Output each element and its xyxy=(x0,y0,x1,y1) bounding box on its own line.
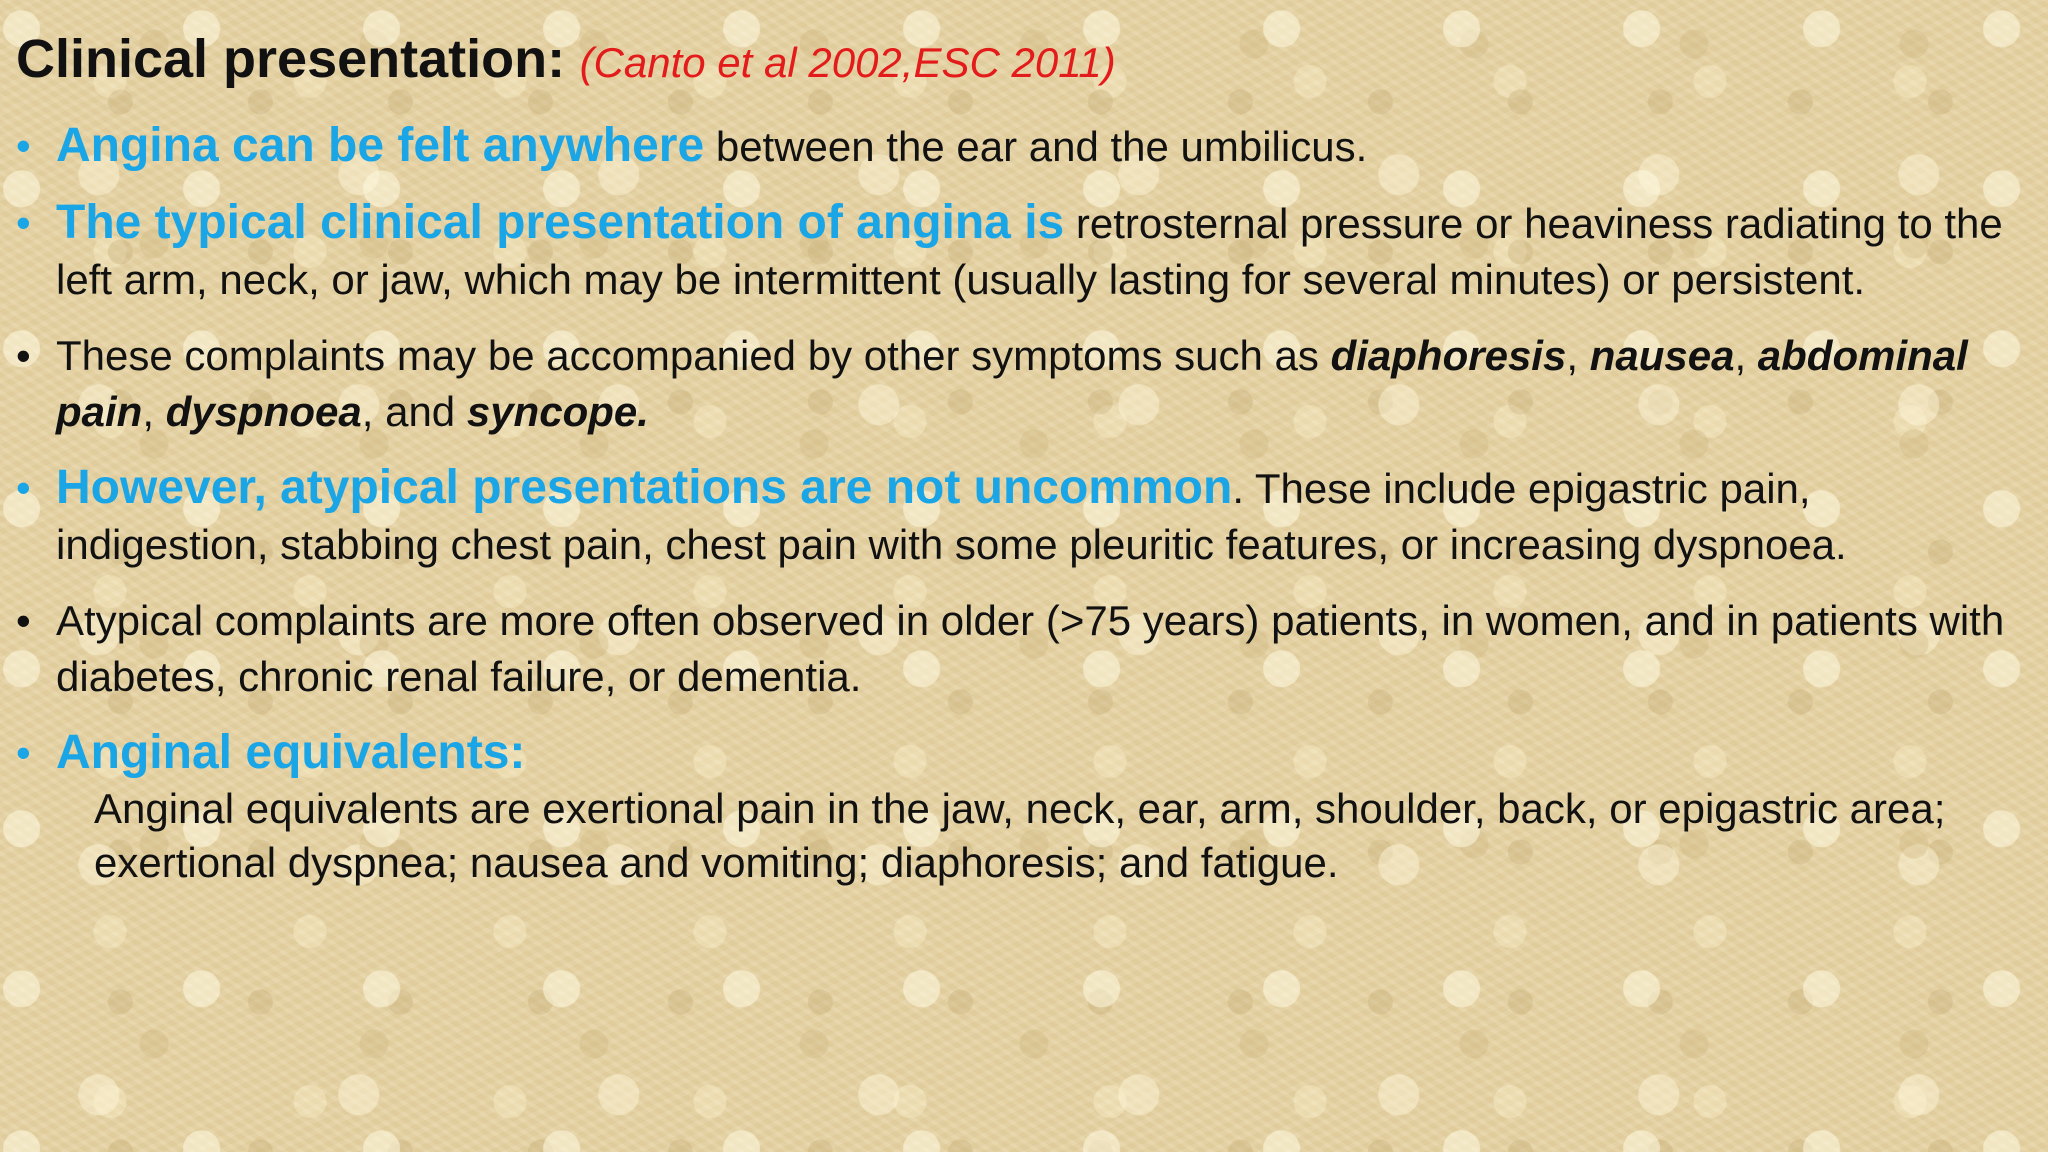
bullet-lead: Angina can be felt anywhere xyxy=(56,119,705,172)
bullet-accompanying-symptoms xyxy=(16,328,2026,440)
bullet-text: between the ear and the umbilicus. xyxy=(704,123,1368,170)
bullet-lead: Anginal equivalents: xyxy=(56,726,526,779)
symptom-dyspnoea: dyspnoea xyxy=(165,388,362,435)
slide-title: Clinical presentation: xyxy=(16,29,566,89)
bullet-text: Atypical complaints are more often observed in older (>75 years) patients, in women, and in patients with diabetes, chronic renal failure, or dementia. xyxy=(56,597,2005,700)
anginal-equivalents-description: Anginal equivalents are exertional pain in the jaw, neck, ear, arm, shoulder, back, or epigastric area; exertional dyspnea; nausea and vomiting; diaphoresis; and fatigue. xyxy=(94,785,1946,886)
title-row xyxy=(16,28,1996,90)
symptom-abdominal-pain: abdominal pain xyxy=(56,332,1968,435)
bullet-angina-location xyxy=(16,118,2026,175)
bullet-list xyxy=(16,118,2026,890)
bullet-atypical-complaints xyxy=(16,593,2026,705)
bullet-marker: • xyxy=(16,332,31,379)
citation: (Canto et al 2002,ESC 2011) xyxy=(579,39,1116,86)
bullet-lead: The typical clinical presentation of angina is xyxy=(56,196,1065,249)
separator: , and xyxy=(361,388,467,435)
separator: , xyxy=(1734,332,1758,379)
symptom-diaphoresis: diaphoresis xyxy=(1330,332,1567,379)
bullet-marker: • xyxy=(16,199,31,246)
bullet-text: These complaints may be accompanied by other symptoms such as xyxy=(56,332,1331,379)
bullet-atypical-presentations xyxy=(16,460,2026,573)
bullet-text: retrosternal pressure or heaviness radiating to the left arm, neck, or jaw, which may be intermittent (usually lasting for several minutes) or persistent. xyxy=(56,200,2003,303)
bullet-marker: • xyxy=(16,464,31,511)
bullet-text: . These include epigastric pain, indigestion, stabbing chest pain, chest pain with some pleuritic features, or increasing dyspnoea. xyxy=(56,465,1847,568)
bullet-marker: • xyxy=(16,122,31,169)
separator: , xyxy=(1566,332,1590,379)
bullet-typical-presentation xyxy=(16,195,2026,308)
bullet-marker: • xyxy=(16,597,31,644)
bullet-marker: • xyxy=(16,729,31,776)
symptom-nausea: nausea xyxy=(1589,332,1735,379)
bullet-anginal-equivalents xyxy=(16,725,2026,782)
bullet-lead: However, atypical presentations are not uncommon xyxy=(56,461,1233,514)
separator: , xyxy=(142,388,166,435)
symptom-syncope: syncope. xyxy=(466,388,649,435)
